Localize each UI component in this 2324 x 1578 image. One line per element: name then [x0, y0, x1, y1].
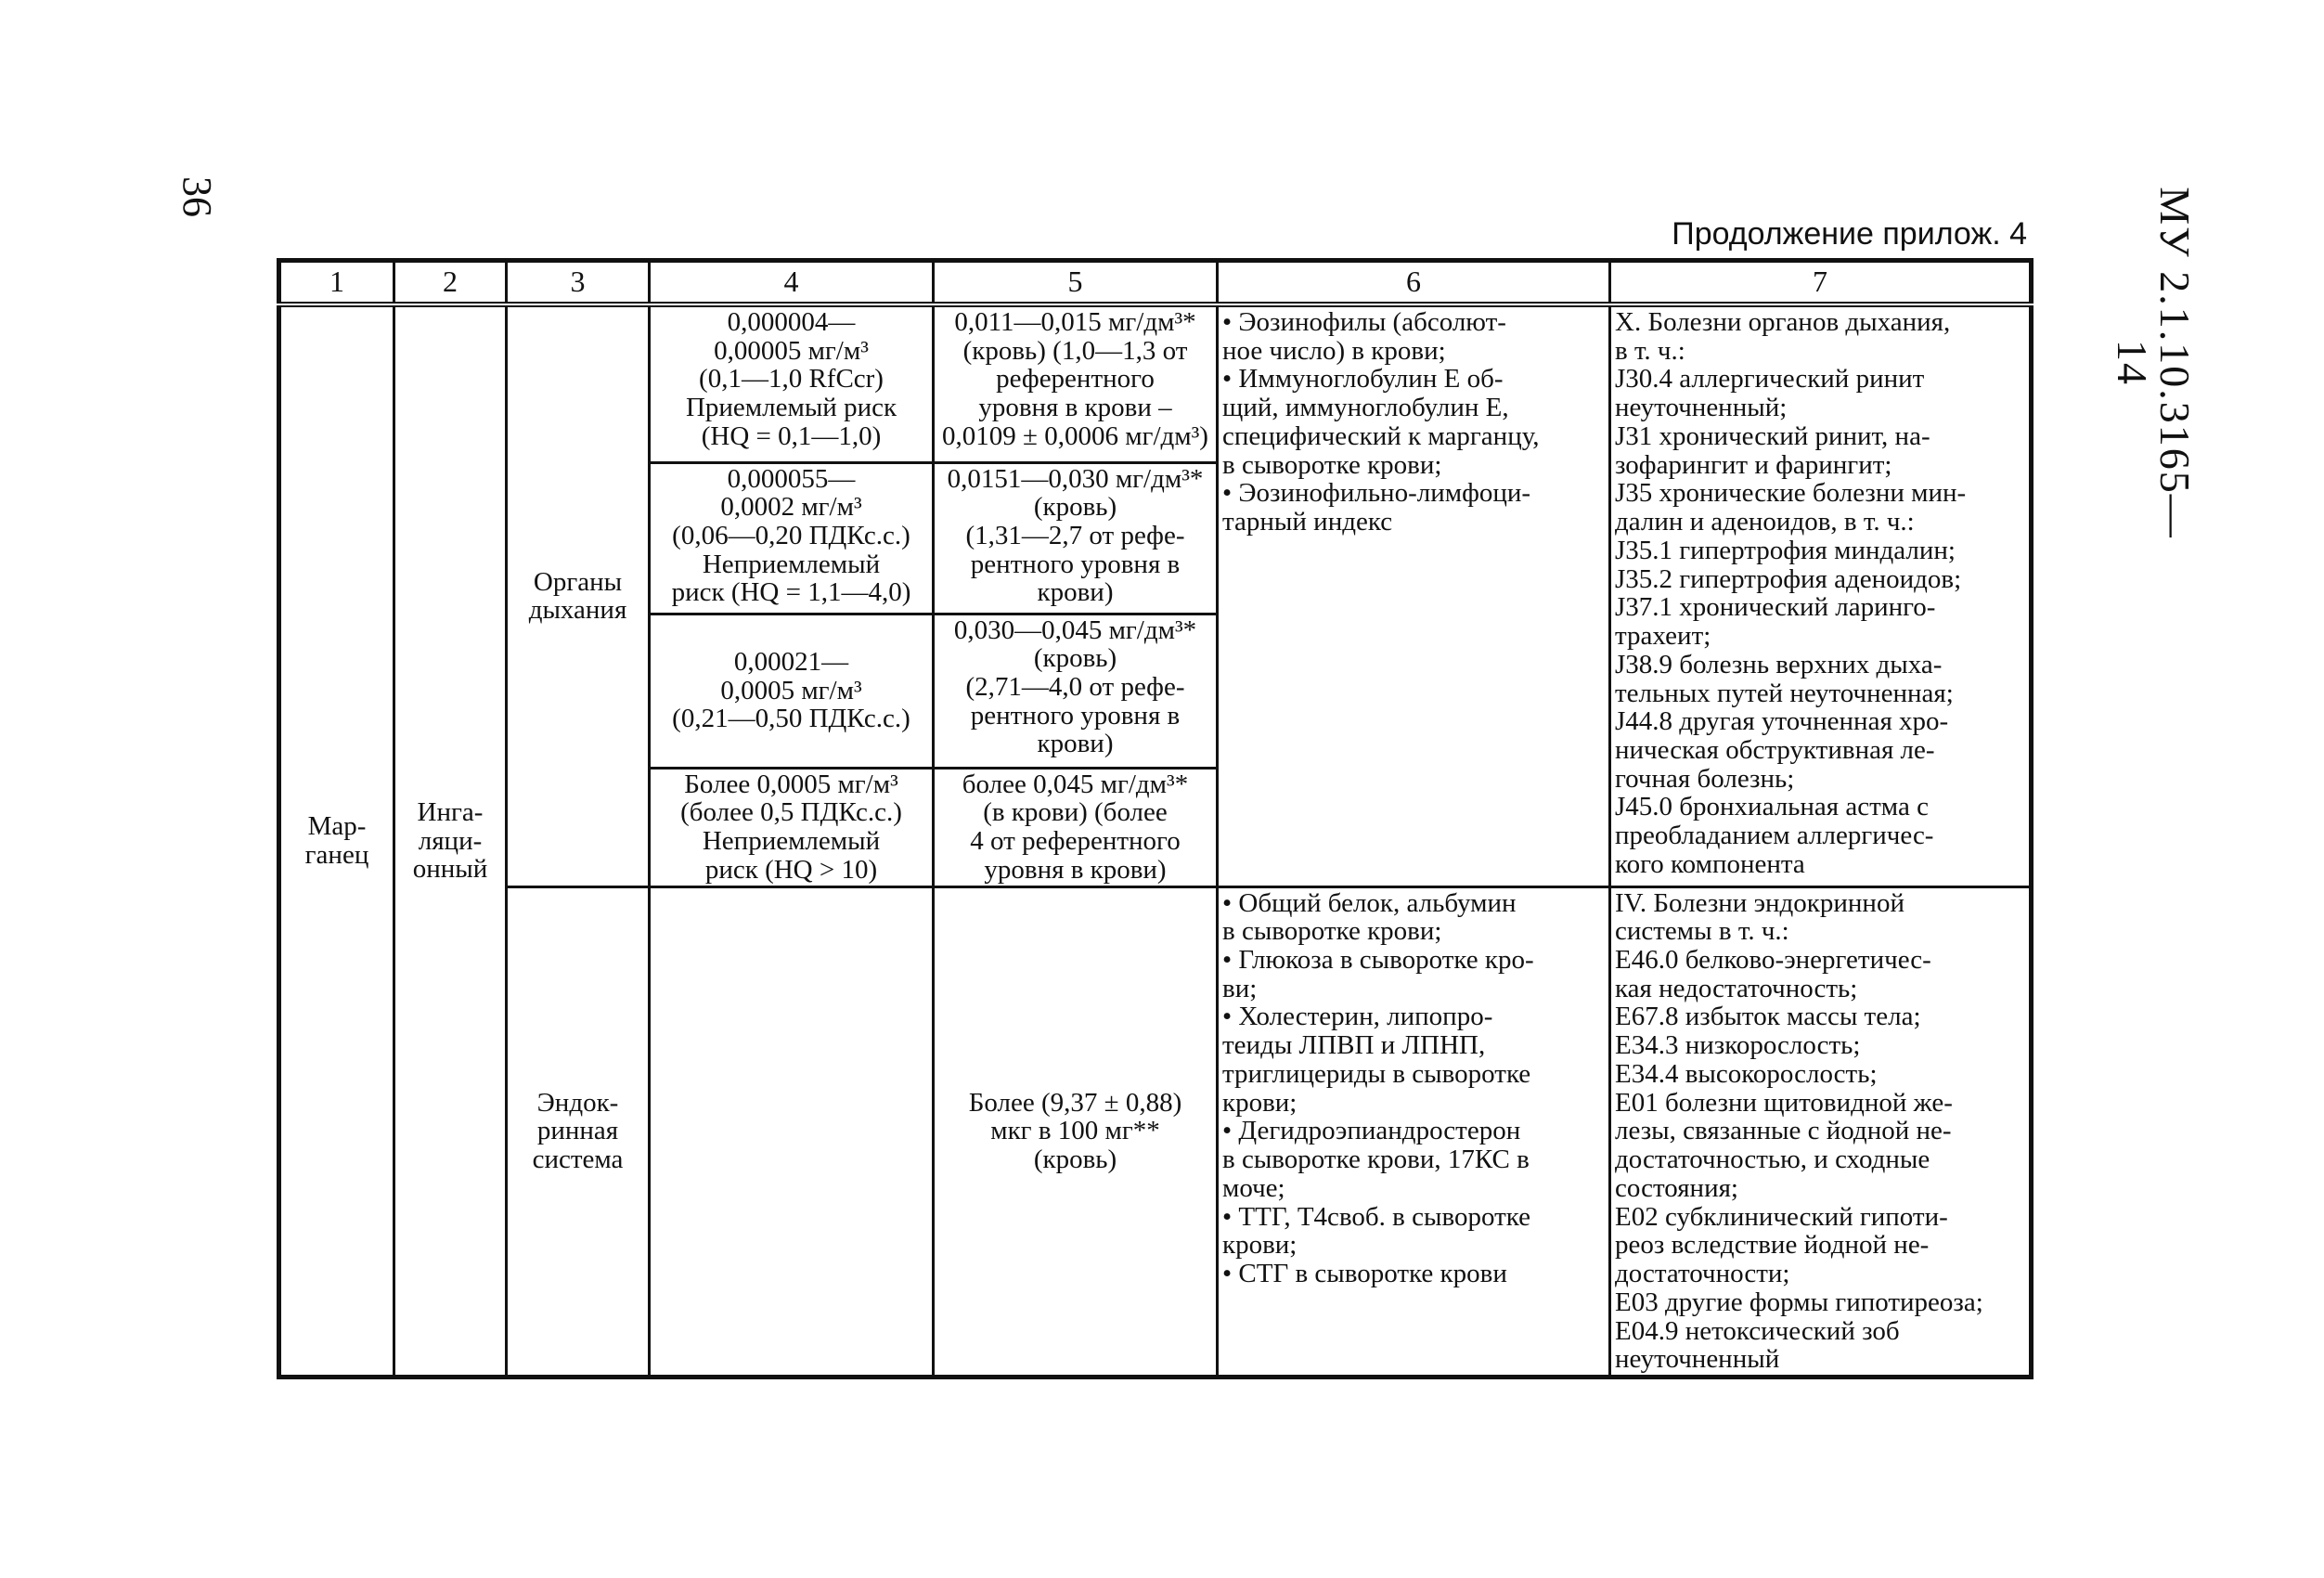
diseases-cell: [1610, 886, 2032, 1377]
cell-text-line: J35 хронические болезни мин-: [1615, 478, 1967, 509]
cell-text-line: уровня в крови): [984, 854, 1167, 885]
cell-text-line: 0,000004—: [727, 307, 856, 337]
cell-text-line: неуточненный: [1615, 1344, 1780, 1375]
cell-text-line: гочная болезнь;: [1615, 763, 1795, 794]
cell-text-line: зофарингит и фарингит;: [1615, 449, 1892, 480]
cell-text-line: далин и аденоидов, в т. ч.:: [1615, 507, 1915, 537]
cell-text-line: кого компонента: [1615, 848, 1805, 879]
cell-text-line: более 0,045 мг/дм³*: [962, 769, 1189, 799]
substance-cell: [279, 304, 394, 1377]
cell-text-line: (более 0,5 ПДКс.с.): [680, 797, 902, 828]
cell-text-line: • Общий белок, альбумин: [1222, 887, 1517, 918]
cell-text-line: E02 субклинический гипоти-: [1615, 1201, 1948, 1232]
cell-text-line: J35.2 гипертрофия аденоидов;: [1615, 563, 1962, 594]
column-number-row: [279, 261, 2032, 305]
cell-text-line: тарный индекс: [1222, 507, 1393, 537]
cell-text-line: лезы, связанные с йодной не-: [1615, 1116, 1952, 1146]
continuation-caption: Продолжение прилож. 4: [1672, 216, 2027, 252]
cell-text-line: риск (HQ > 10): [704, 854, 878, 885]
cell-text-line: крови;: [1222, 1087, 1298, 1118]
cell-text-line: 0,000055—: [727, 463, 856, 494]
cell-text-line: (кровь): [1033, 1145, 1117, 1175]
biomarker-level-cell: [934, 304, 1218, 462]
cell-text-line: • Холестерин, липопро-: [1222, 1002, 1493, 1032]
cell-text-line: Неприемлемый: [702, 549, 881, 579]
cell-text-line: • СТГ в сыворотке крови: [1222, 1259, 1507, 1289]
cell-text-line: (0,21—0,50 ПДКс.с.): [672, 704, 910, 734]
cell-text-line: риск (HQ = 1,1—4,0): [671, 577, 911, 608]
biomarker-level-cell: [934, 886, 1218, 1377]
column-header-1: 1: [279, 261, 394, 305]
cell-text-line: Инга-: [417, 796, 484, 827]
cell-text-line: достаточностью, и сходные: [1615, 1145, 1930, 1175]
cell-text-line: E03 другие формы гипотиреоза;: [1615, 1287, 1983, 1317]
table-row: [279, 304, 2032, 462]
cell-text-line: ганец: [304, 839, 369, 870]
cell-text-line: референтного: [996, 364, 1155, 394]
exposure-concentration-cell: [650, 614, 934, 768]
column-header-2: 2: [394, 261, 507, 305]
cell-text-line: • Глюкоза в сыворотке кро-: [1222, 944, 1534, 975]
page-number: 36: [174, 176, 220, 217]
cell-text-line: 0,0109 ± 0,0006 мг/дм³): [942, 420, 1208, 451]
cell-text-line: рентного уровня в: [970, 700, 1181, 731]
cell-text-line: в т. ч.:: [1615, 335, 1685, 366]
cell-text-line: 0,030—0,045 мг/дм³*: [953, 614, 1197, 645]
organ-system-cell: [507, 886, 650, 1377]
biomarker-level-cell: [934, 614, 1218, 768]
cell-text-line: (0,1—1,0 RfCcr): [699, 364, 884, 394]
organ-system-cell: [507, 304, 650, 886]
cell-text-line: специфический к марганцу,: [1222, 420, 1540, 451]
cell-text-line: 0,00021—: [733, 646, 849, 677]
exposure-concentration-cell: [650, 304, 934, 462]
cell-text-line: J30.4 аллергический ринит: [1615, 364, 1925, 394]
cell-text-line: (кровь): [1033, 643, 1117, 674]
cell-text-line: • ТТГ, Т4своб. в сыворотке: [1222, 1201, 1530, 1232]
cell-text-line: онный: [412, 854, 488, 885]
cell-text-line: ринная: [536, 1116, 619, 1146]
cell-text-line: J37.1 хронический ларинго-: [1615, 592, 1936, 623]
cell-text-line: Неприемлемый: [702, 825, 881, 856]
cell-text-line: E46.0 белково-энергетичес-: [1615, 944, 1931, 975]
cell-text-line: достаточности;: [1615, 1259, 1790, 1289]
cell-text-line: • Иммуноглобулин Е об-: [1222, 364, 1504, 394]
cell-text-line: Органы: [533, 566, 623, 597]
cell-text-line: (кровь) (1,0—1,3 от: [962, 335, 1188, 366]
cell-text-line: IV. Болезни эндокринной: [1615, 887, 1904, 918]
cell-text-line: E67.8 избыток массы тела;: [1615, 1002, 1921, 1032]
cell-text-line: E34.4 высокорослость;: [1615, 1058, 1878, 1089]
cell-text-line: • Эозинофильно-лимфоци-: [1222, 478, 1531, 509]
cell-text-line: X. Болезни органов дыхания,: [1615, 307, 1951, 337]
exposure-route-cell: [394, 304, 507, 1377]
cell-text-line: преобладанием аллергичес-: [1615, 821, 1934, 851]
cell-text-line: Приемлемый риск: [685, 393, 897, 423]
cell-text-line: E04.9 нетоксический зоб: [1615, 1315, 1900, 1346]
cell-text-line: в сыворотке крови;: [1222, 449, 1442, 480]
cell-text-line: ное число) в крови;: [1222, 335, 1446, 366]
cell-text-line: 0,011—0,015 мг/дм³*: [954, 307, 1196, 337]
cell-text-line: мкг в 100 мг**: [990, 1116, 1160, 1146]
cell-text-line: уровня в крови –: [978, 393, 1172, 423]
appendix-table: [277, 258, 2034, 1379]
cell-text-line: 0,0151—0,030 мг/дм³*: [947, 463, 1204, 494]
biomarker-level-cell: [934, 768, 1218, 886]
biomarker-level-cell: [934, 462, 1218, 614]
diseases-cell: [1610, 304, 2032, 886]
cell-text-line: 4 от референтного: [970, 825, 1181, 856]
cell-text-line: (в крови) (более: [983, 797, 1168, 828]
indicators-cell: [1218, 304, 1610, 886]
cell-text-line: ви;: [1222, 973, 1258, 1003]
cell-text-line: Более (9,37 ± 0,88): [968, 1087, 1182, 1118]
cell-text-line: Более 0,0005 мг/м³: [684, 769, 898, 799]
column-header-6: 6: [1218, 261, 1610, 305]
cell-text-line: Эндок-: [536, 1087, 619, 1118]
cell-text-line: крови): [1037, 729, 1114, 759]
cell-text-line: (2,71—4,0 от рефе-: [965, 671, 1185, 702]
cell-text-line: триглицериды в сыворотке: [1222, 1058, 1531, 1089]
exposure-concentration-cell: [650, 462, 934, 614]
cell-text-line: дыхания: [528, 595, 627, 626]
cell-text-line: моче;: [1222, 1172, 1285, 1203]
cell-text-line: (0,06—0,20 ПДКс.с.): [672, 520, 910, 550]
cell-text-line: (HQ = 0,1—1,0): [701, 420, 882, 451]
cell-text-line: 0,00005 мг/м³: [714, 335, 869, 366]
exposure-concentration-cell: [650, 768, 934, 886]
cell-text-line: реоз вследствие йодной не-: [1615, 1230, 1930, 1261]
cell-text-line: трахеит;: [1615, 621, 1711, 652]
column-header-7: 7: [1610, 261, 2032, 305]
cell-text-line: E01 болезни щитовидной же-: [1615, 1087, 1953, 1118]
cell-text-line: (1,31—2,7 от рефе-: [965, 520, 1185, 550]
cell-text-line: в сыворотке крови;: [1222, 916, 1442, 947]
column-header-4: 4: [650, 261, 934, 305]
document-code: МУ 2.1.10.3165—14: [2109, 187, 2199, 539]
cell-text-line: J44.8 другая уточненная хро-: [1615, 706, 1949, 737]
cell-text-line: система: [532, 1145, 624, 1175]
cell-text-line: • Дегидроэпиандростерон: [1222, 1116, 1521, 1146]
exposure-concentration-cell: [650, 886, 934, 1377]
cell-text-line: рентного уровня в: [970, 549, 1181, 579]
cell-text-line: ническая обструктивная ле-: [1615, 735, 1935, 766]
cell-text-line: теиды ЛПВП и ЛПНП,: [1222, 1030, 1486, 1061]
cell-text-line: • Эозинофилы (абсолют-: [1222, 307, 1506, 337]
indicators-cell: [1218, 886, 1610, 1377]
cell-text-line: крови): [1037, 577, 1114, 608]
cell-text-line: E34.3 низкорослость;: [1615, 1030, 1861, 1061]
cell-text-line: крови;: [1222, 1230, 1298, 1261]
cell-text-line: щий, иммуноглобулин Е,: [1222, 393, 1509, 423]
cell-text-line: J45.0 бронхиальная астма с: [1615, 792, 1929, 822]
cell-text-line: J31 хронический ринит, на-: [1615, 420, 1930, 451]
cell-text-line: J38.9 болезнь верхних дыха-: [1615, 649, 1943, 679]
cell-text-line: 0,0002 мг/м³: [720, 492, 862, 523]
column-header-3: 3: [507, 261, 650, 305]
cell-text-line: неуточненный;: [1615, 393, 1788, 423]
cell-text-line: системы в т. ч.:: [1615, 916, 1789, 947]
cell-text-line: 0,0005 мг/м³: [720, 675, 862, 705]
cell-text-line: J35.1 гипертрофия миндалин;: [1615, 535, 1956, 565]
cell-text-line: Мар-: [307, 811, 367, 842]
cell-text-line: ляци-: [418, 825, 483, 856]
cell-text-line: состояния;: [1615, 1172, 1738, 1203]
cell-text-line: кая недостаточность;: [1615, 973, 1858, 1003]
cell-text-line: (кровь): [1033, 492, 1117, 523]
table-row: [279, 886, 2032, 1377]
column-header-5: 5: [934, 261, 1218, 305]
cell-text-line: тельных путей неуточненная;: [1615, 678, 1954, 708]
cell-text-line: в сыворотке крови, 17КС в: [1222, 1145, 1530, 1175]
